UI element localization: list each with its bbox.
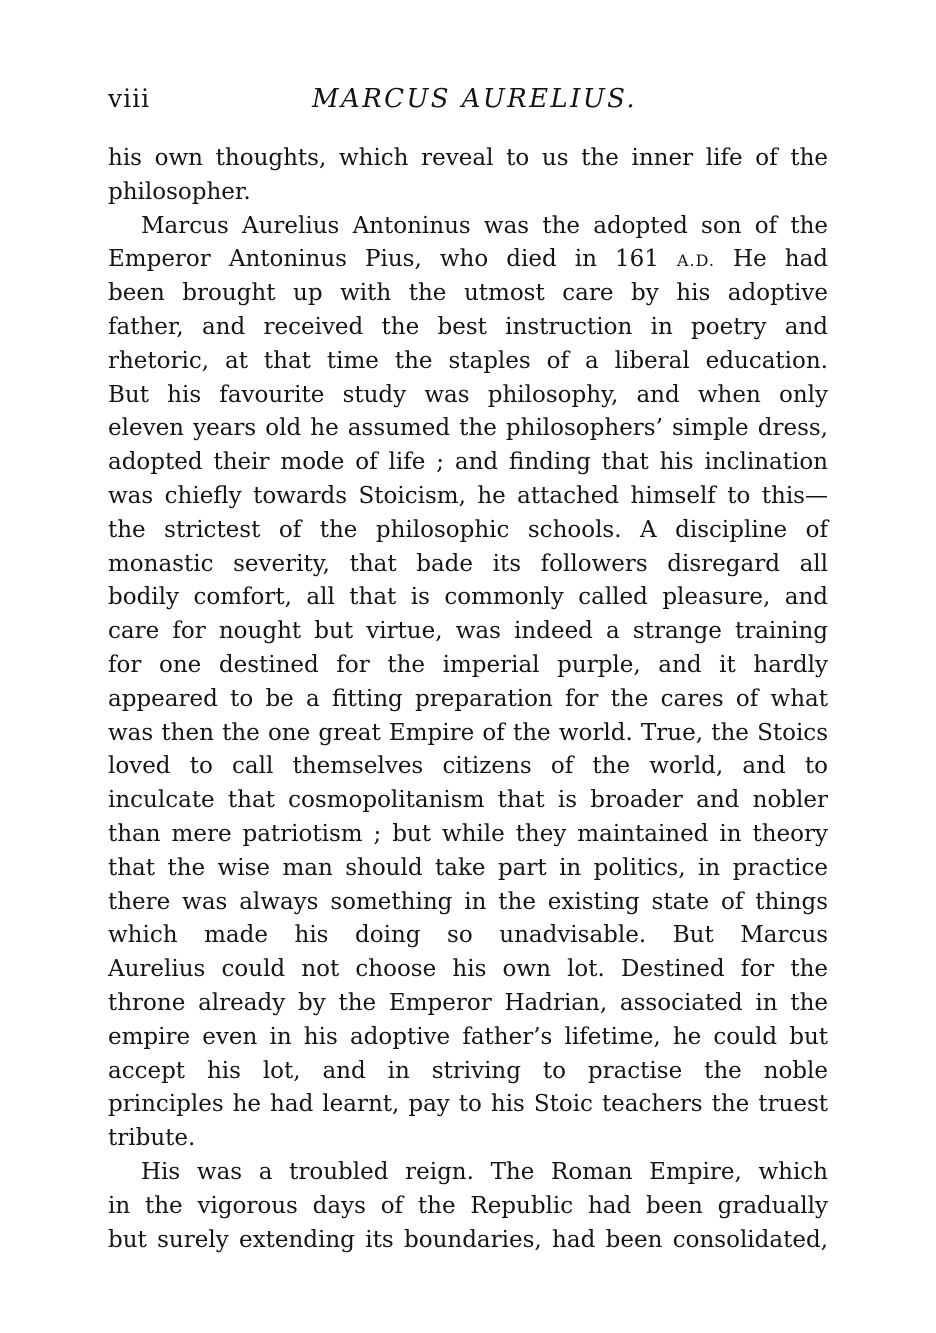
text-line: monastic severity, that bade its followers disregard all — [108, 550, 828, 577]
text-line: care for nought but virtue, was indeed a strange training — [108, 618, 828, 645]
text-line: tribute. — [108, 1125, 196, 1152]
text-line: was then the one great Empire of the world. True, the Stoics — [108, 719, 828, 746]
text-line: empire even in his adoptive father’s lifetime, he could but — [108, 1023, 828, 1050]
text-line — [108, 243, 828, 277]
text-line: was chiefly towards Stoicism, he attached himself to this— — [108, 482, 828, 509]
text-line: father, and received the best instruction in poetry and — [108, 313, 828, 340]
text-line: appeared to be a fitting preparation for the cares of what — [108, 685, 828, 712]
text-line: eleven years old he assumed the philosophers’ simple dress, — [108, 415, 828, 442]
text-line: which made his doing so unadvisable. But Marcus — [108, 922, 828, 949]
running-head — [108, 84, 828, 120]
paragraph — [108, 142, 828, 210]
era-abbreviation: A.D. — [676, 251, 715, 271]
text-line: bodily comfort, all that is commonly called pleasure, and — [108, 584, 828, 611]
text-line: Aurelius could not choose his own lot. Destined for the — [108, 956, 828, 983]
text-line: the strictest of the philosophic schools. A discipline of — [108, 516, 828, 543]
text-line: for one destined for the imperial purple, and it hardly — [108, 651, 828, 678]
text-line: throne already by the Emperor Hadrian, associated in the — [108, 989, 828, 1016]
text-line: adopted their mode of life ; and finding that his inclination — [108, 449, 828, 476]
text-line: philosopher. — [108, 178, 251, 205]
text-line: been brought up with the utmost care by his adoptive — [108, 280, 828, 307]
text-line: principles he had learnt, pay to his Stoic teachers the truest — [108, 1091, 828, 1118]
text-line: his own thoughts, which reveal to us the inner life of the — [108, 145, 828, 171]
paragraph — [108, 210, 828, 1156]
running-title: MARCUS AURELIUS. — [312, 84, 638, 114]
text-line: accept his lot, and in striving to practise the noble — [108, 1057, 828, 1084]
text-segment: Emperor Antoninus Pius, who died in 161 — [108, 246, 659, 273]
text-line: Marcus Aurelius Antoninus was the adopted son of the — [141, 212, 828, 239]
page-number: viii — [108, 84, 151, 113]
text-line: but surely extending its boundaries, had been consolidated, — [108, 1226, 828, 1253]
text-line: in the vigorous days of the Republic had been gradually — [108, 1192, 828, 1219]
text-line: His was a troubled reign. The Roman Empire, which — [141, 1158, 828, 1185]
text-line: inculcate that cosmopolitanism that is broader and nobler — [108, 787, 828, 814]
text-line: rhetoric, at that time the staples of a liberal education. — [108, 347, 828, 374]
text-line: But his favourite study was philosophy, and when only — [108, 381, 828, 408]
text-line: loved to call themselves citizens of the world, and to — [108, 753, 828, 780]
paragraph — [108, 1156, 828, 1257]
text-segment: He had — [733, 246, 829, 273]
text-line: there was always something in the existing state of things — [108, 888, 828, 915]
text-line: that the wise man should take part in politics, in practice — [108, 854, 828, 881]
text-line: than mere patriotism ; but while they maintained in theory — [108, 820, 828, 847]
body-text — [108, 142, 828, 1257]
